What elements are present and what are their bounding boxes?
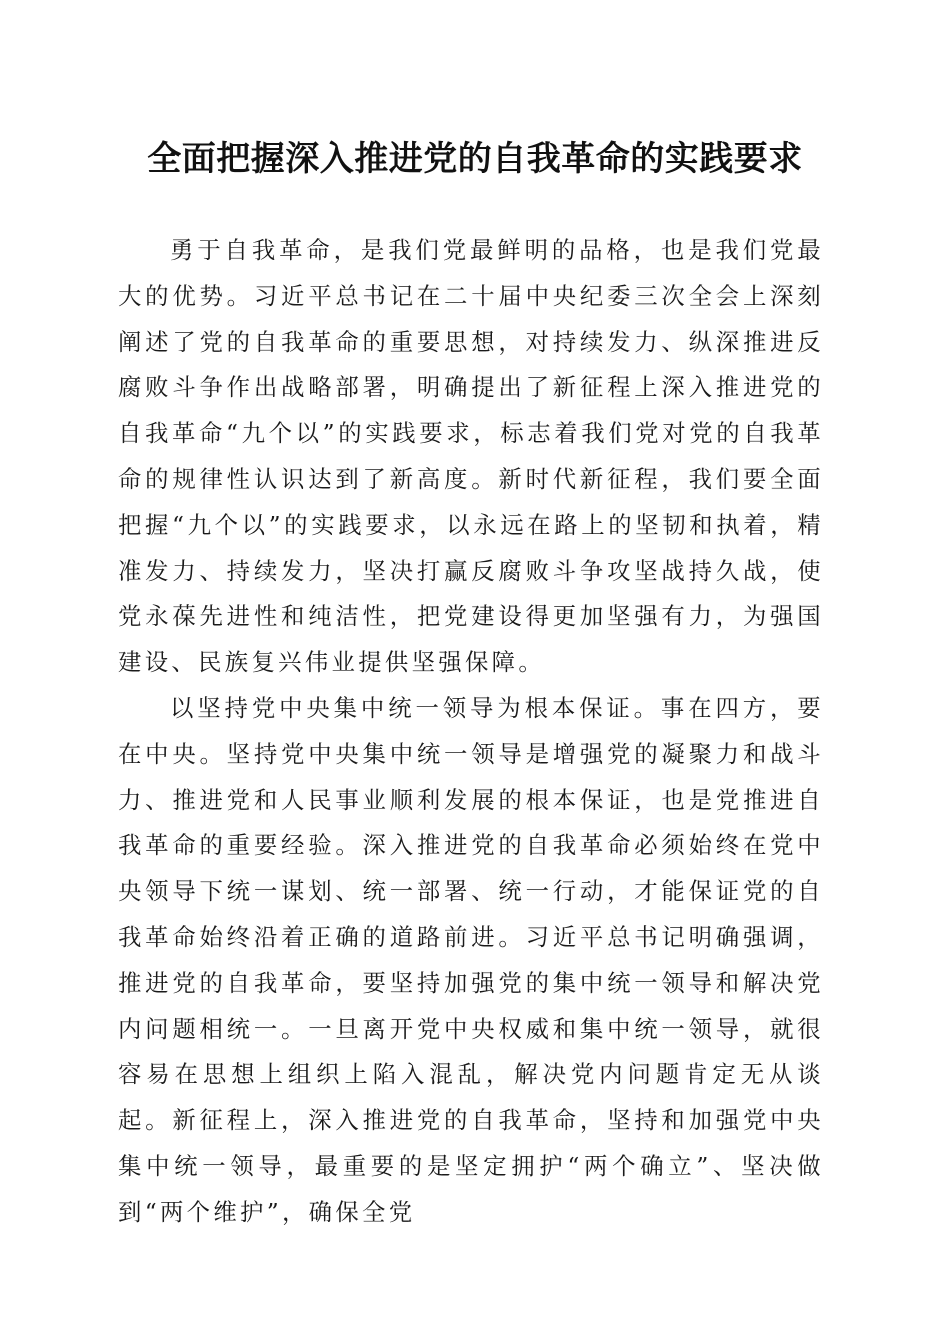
document-title: 全面把握深入推进党的自我革命的实践要求 xyxy=(147,139,803,179)
document-body xyxy=(118,228,824,1236)
paragraph-leadership: 以坚持党中央集中统一领导为根本保证。事在四方，要在中央。坚持党中央集中统一领导是增强党的凝聚力和战斗力、推进党和人民事业顺利发展的根本保证，也是党推进自我革命的重要经验。深入推进党的自我革命必须始终在党中央领导下统一谋划、统一部署、统一行动，才能保证党的自我革命始终沿着正确的道路前进。习近平总书记明确强调，推进党的自我革命，要坚持加强党的集中统一领导和解决党内问题相统一。一旦离开党中央权威和集中统一领导，就很容易在思想上组织上陷入混乱，解决党内问题肯定无从谈起。新征程上，深入推进党的自我革命，坚持和加强党中央集中统一领导，最重要的是坚定拥护“两个确立”、坚决做到“两个维护”，确保全党 xyxy=(118,693,824,1226)
paragraph-intro: 勇于自我革命，是我们党最鲜明的品格，也是我们党最大的优势。习近平总书记在二十届中央纪委三次全会上深刻阐述了党的自我革命的重要思想，对持续发力、纵深推进反腐败斗争作出战略部署，明确提出了新征程上深入推进党的自我革命“九个以”的实践要求，标志着我们党对党的自我革命的规律性认识达到了新高度。新时代新征程，我们要全面把握“九个以”的实践要求，以永远在路上的坚韧和执着，精准发力、持续发力，坚决打赢反腐败斗争攻坚战持久战，使党永葆先进性和纯洁性，把党建设得更加坚强有力，为强国建设、民族复兴伟业提供坚强保障。 xyxy=(118,236,824,677)
